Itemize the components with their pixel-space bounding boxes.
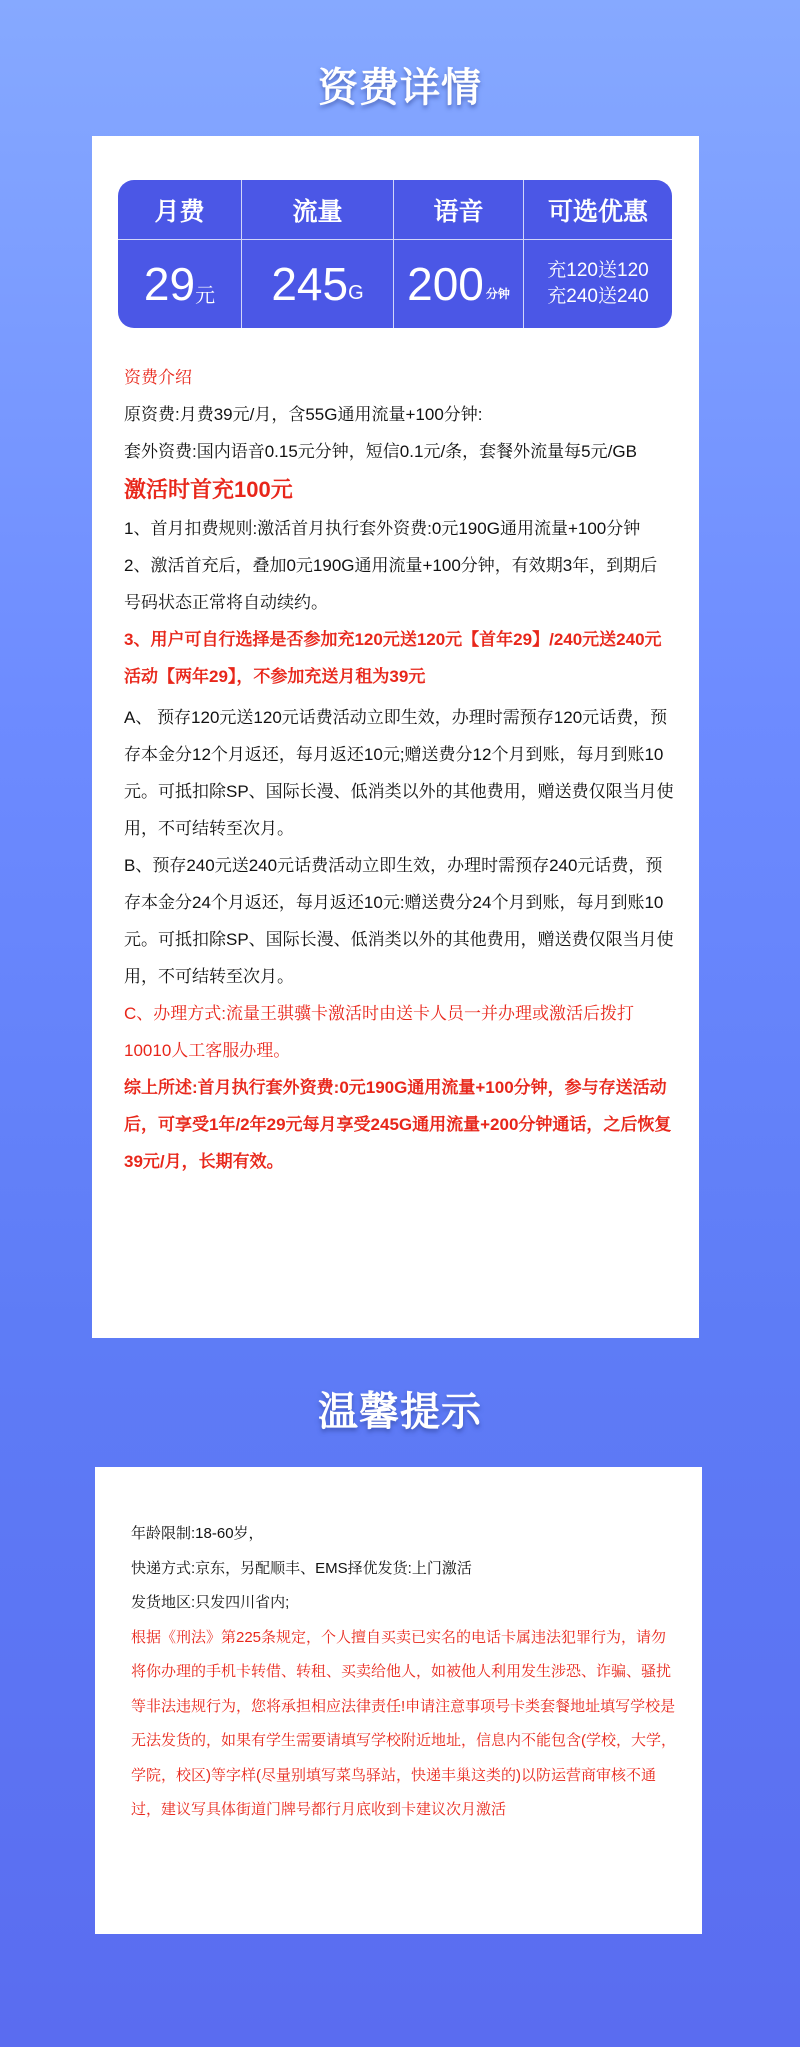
rule-a: A、 预存120元送120元话费活动立即生效，办理时需预存120元话费，预存本金分12个月返还，每月返还10元;赠送费分12个月到账，每月到账10元。可抵扣除SP、国际长漫、低消类以外的其他费用，赠送费仅限当月使用，不可结转至次月。 (124, 708, 674, 838)
data-number: 245 (271, 258, 349, 310)
data-unit: G (348, 281, 364, 304)
voice-value (394, 240, 524, 328)
header-monthly-fee: 月费 (118, 180, 242, 240)
fee-intro-block (124, 359, 674, 1180)
rule-3: 3、用户可自行选择是否参加充120元送120元【首年29】/240元送240元活动【两年29】，不参加充送月租为39元 (124, 630, 662, 686)
section-title-tips: 温馨提示 (318, 1390, 482, 1434)
tips-block (131, 1517, 676, 1828)
tip-area: 发货地区:只发四川省内; (131, 1594, 290, 1611)
header-voice: 语音 (394, 180, 524, 240)
rule-c: C、办理方式:流量王骐骥卡激活时由送卡人员一并办理或激活后拨打10010人工客服办理。 (124, 1004, 634, 1060)
original-fee: 原资费:月费39元/月，含55G通用流量+100分钟: (124, 405, 483, 424)
section-title-fee-details: 资费详情 (318, 66, 482, 110)
activation-title: 激活时首充100元 (124, 477, 293, 502)
rule-2: 2、激活首充后，叠加0元190G通用流量+100分钟，有效期3年，到期后号码状态正常将自动续约。 (124, 556, 658, 612)
rule-b: B、预存240元送240元话费活动立即生效，办理时需预存240元话费，预存本金分24个月返还，每月返还10元:赠送费分24个月到账，每月到账10元。可抵扣除SP、国际长漫、低消类以外的其他费用，赠送费仅限当月使用，不可结转至次月。 (124, 856, 674, 986)
monthly-fee-unit: 元 (195, 284, 216, 307)
data-value (242, 240, 394, 328)
header-offers: 可选优惠 (524, 180, 672, 240)
rule-1: 1、首月扣费规则:激活首月执行套外资费:0元190G通用流量+100分钟 (124, 519, 641, 538)
intro-heading: 资费介绍 (124, 368, 192, 387)
fee-details-card (92, 136, 699, 1338)
voice-unit: 分钟 (485, 286, 510, 301)
tips-card (95, 1467, 702, 1934)
offers-value (524, 240, 672, 328)
extra-fee: 套外资费:国内语音0.15元分钟，短信0.1元/条，套餐外流量每5元/GB (124, 442, 637, 461)
offer-240: 充240送240 (547, 286, 649, 307)
pricing-table (118, 180, 672, 328)
tip-legal: 根据《刑法》第225条规定，个人擅自买卖已实名的电话卡属违法犯罪行为，请勿将你办理的手机卡转借、转租、买卖给他人，如被他人利用发生涉恐、诈骗、骚扰等非法违规行为，您将承担相应法律责任!申请注意事项号卡类套餐地址填写学校是无法发货的，如果有学生需要请填写学校附近地址，信息内不能包含(学校，大学，学院，校区)等字样(尽量别填写菜鸟驿站，快递丰巢这类的)以防运营商审核不通过，建议写具体街道门牌号都行月底收到卡建议次月激活 (131, 1628, 676, 1818)
summary: 综上所述:首月执行套外资费:0元190G通用流量+100分钟，参与存送活动后，可享受1年/2年29元每月享受245G通用流量+200分钟通话，之后恢复39元/月，长期有效。 (124, 1078, 672, 1171)
tip-age: 年龄限制:18-60岁， (131, 1525, 264, 1542)
tip-delivery: 快递方式:京东，另配顺丰、EMS择优发货:上门激活 (131, 1559, 472, 1577)
offer-120: 充120送120 (547, 260, 649, 281)
monthly-fee-value (118, 240, 242, 328)
voice-number: 200 (407, 258, 484, 310)
monthly-fee-number: 29 (143, 258, 196, 310)
header-data: 流量 (242, 180, 394, 240)
